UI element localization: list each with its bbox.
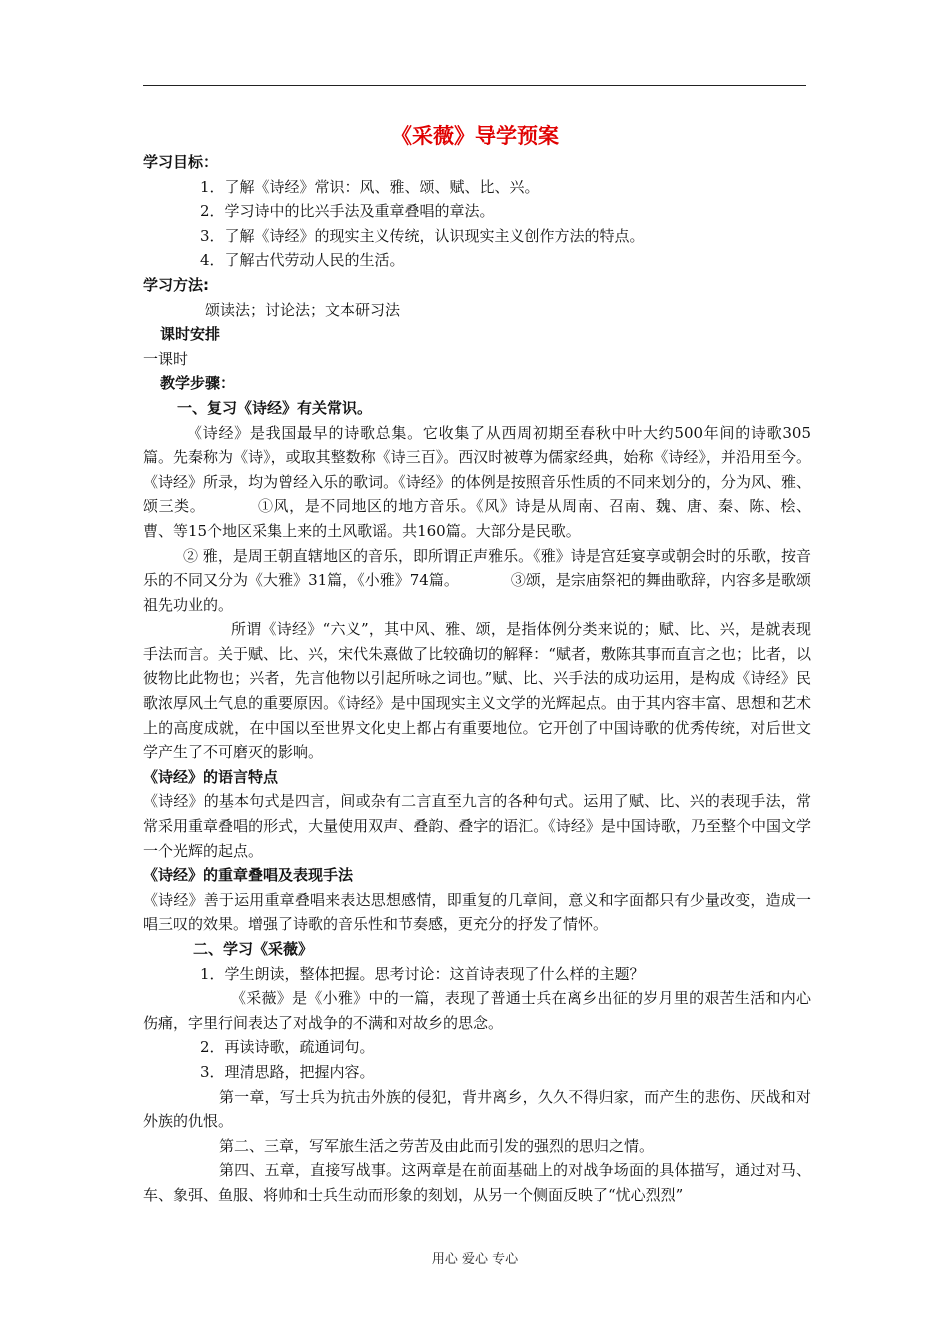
language-text: 《诗经》的基本句式是四言，间或杂有二言直至九言的各种句式。运用了赋、比、兴的表现手法，常常采用重章叠唱的形式，大量使用双声、叠韵、叠字的语汇。《诗经》是中国诗歌，乃至整个中国文学一个光辉的起点。: [143, 792, 811, 860]
document-body: [143, 150, 811, 1208]
method-text: 颂读法；讨论法；文本研习法: [205, 300, 401, 319]
repeat-heading: 《诗经》的重章叠唱及表现手法: [143, 866, 354, 885]
goals-heading: 学习目标：: [143, 153, 219, 171]
section2-item: 1．学生朗读，整体把握。思考讨论：这首诗表现了什么样的主题？: [200, 964, 645, 983]
feng-text: ①风，是不同地区的地方音乐。《风》诗是从周南、召南、魏、唐、秦、陈、桧、曹、等15个地区采集上来的土风歌谣。共160篇。大部分是民歌。: [143, 497, 811, 540]
goal-item: 2．学习诗中的比兴手法及重章叠唱的章法。: [200, 202, 495, 221]
ya-text: ② 雅，是周王朝直辖地区的音乐，即所谓正声雅乐。《雅》诗是宫廷宴享或朝会时的乐歌，按音乐的不同又分为《大雅》31篇，《小雅》74篇。: [143, 546, 811, 590]
chapter-analysis: 第二、三章，写军旅生活之劳苦及由此而引发的强烈的思归之情。: [219, 1136, 655, 1155]
page-title: 《采薇》导学预案: [391, 124, 559, 148]
section2-item: 2．再读诗歌，疏通词句。: [200, 1038, 375, 1057]
section1-heading: 一、复习《诗经》有关常识。: [177, 398, 373, 417]
section2-item: 3．理清思路，把握内容。: [200, 1062, 375, 1081]
section2-heading: 二、学习《采薇》: [193, 940, 314, 958]
section2-answer: 《采薇》是《小雅》中的一篇，表现了普通士兵在离乡出征的岁月里的艰苦生活和内心伤痛，字里行间表达了对战争的不满和对故乡的思念。: [143, 989, 811, 1032]
shijing-intro-text: 《诗经》是我国最早的诗歌总集。它收集了从西周初期至春秋中叶大约500年间的诗歌305篇。先秦称为《诗》，或取其整数称《诗三百》。西汉时被尊为儒家经典，始称《诗经》，并沿用至今。《诗经》所录，均为曾经入乐的歌词。《诗经》的体例是按照音乐性质的不同来划分的，分为风、雅、颂三类。: [143, 423, 811, 516]
goal-item: 3．了解《诗经》的现实主义传统，认识现实主义创作方法的特点。: [200, 226, 645, 245]
goal-item: 1．了解《诗经》常识：风、雅、颂、赋、比、兴。: [200, 177, 540, 196]
chapter-analysis: 第一章，写士兵为抗击外族的侵犯，背井离乡，久久不得归家，而产生的悲伤、厌战和对外族的仇恨。: [143, 1087, 811, 1131]
section1-paragraph: [143, 544, 811, 618]
section1-paragraph: 所谓《诗经》“六义”，其中风、雅、颂，是指体例分类来说的；赋、比、兴，是就表现手法而言。关于赋、比、兴，宋代朱熹做了比较确切的解释：“赋者，敷陈其事而直言之也；比者，以彼物比此物也；兴者，先言他物以引起所咏之词也。”赋、比、兴手法的成功运用，是构成《诗经》民歌浓厚风土气息的重要原因。《诗经》是中国现实主义文学的光辉起点。由于其内容丰富、思想和艺术上的高度成就，在中国以至世界文化史上都占有重要地位。它开创了中国诗歌的优秀传统，对后世文学产生了不可磨灭的影响。: [143, 620, 811, 762]
chapter-analysis: 第四、五章，直接写战事。这两章是在前面基础上的对战争场面的具体描写，通过对马、车、象弭、鱼服、将帅和士兵生动而形象的刻划，从另一个侧面反映了“忧心烈烈”: [143, 1161, 811, 1204]
section1-paragraph: [143, 421, 811, 544]
goal-item: 4．了解古代劳动人民的生活。: [200, 251, 405, 270]
schedule-text: 一课时: [143, 349, 189, 368]
repeat-text: 《诗经》善于运用重章叠唱来表达思想感情，即重复的几章间，意义和字面都只有少量改变，造成一唱三叹的效果。增强了诗歌的音乐性和节奏感，更充分的抒发了情怀。: [143, 890, 811, 934]
song-text: ③颂，是宗庙祭祀的舞曲歌辞，内容多是歌颂祖先功业的。: [143, 571, 811, 614]
schedule-heading: 课时安排: [160, 325, 221, 344]
method-heading: 学习方法:: [143, 275, 209, 294]
language-heading: 《诗经》的语言特点: [143, 767, 279, 786]
steps-heading: 教学步骤：: [160, 374, 236, 393]
header-rule: [143, 85, 806, 86]
page-footer: 用心 爱心 专心: [431, 1252, 519, 1267]
